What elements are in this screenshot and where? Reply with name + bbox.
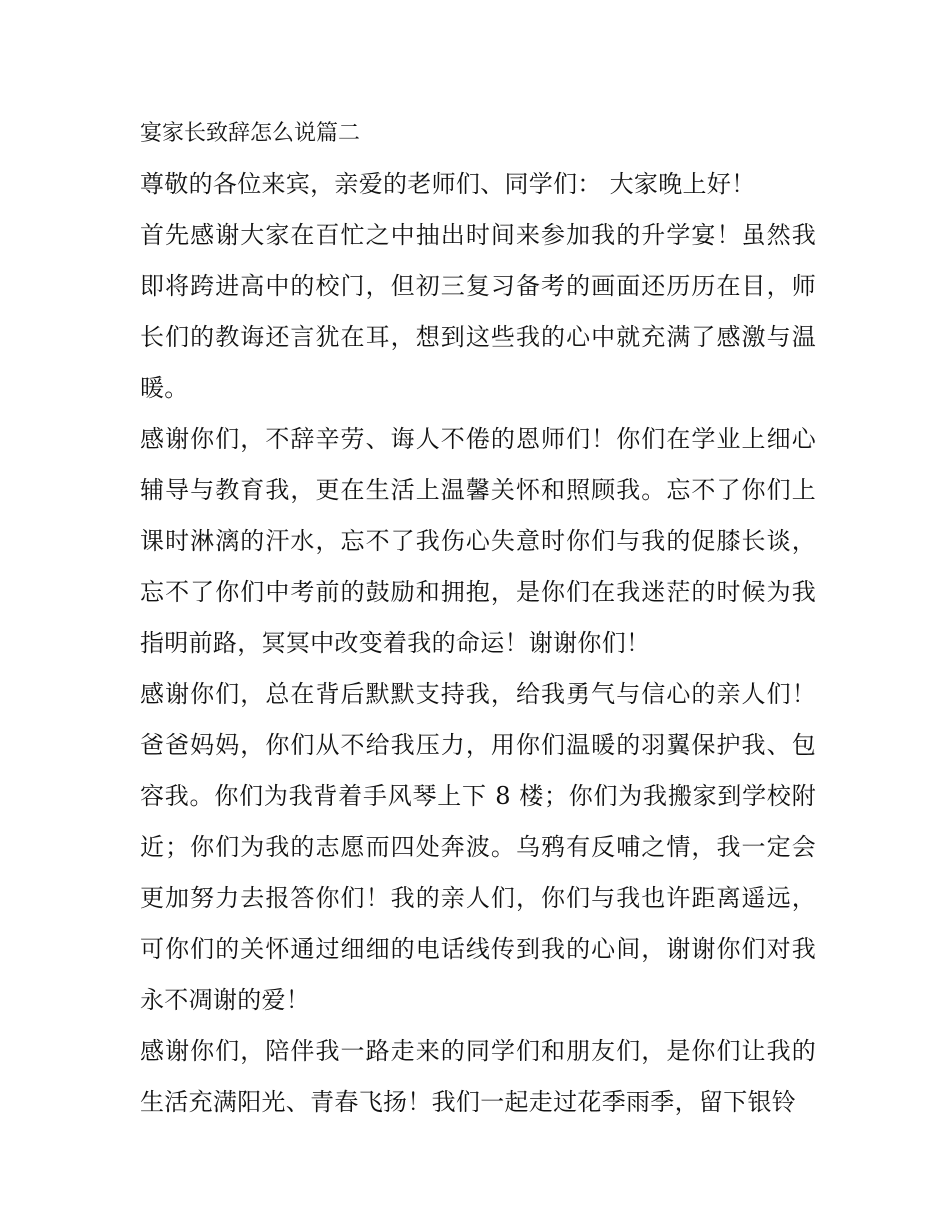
paragraph-thanks-family: 感谢你们，总在背后默默支持我，给我勇气与信心的亲人们！爸爸妈妈，你们从不给我压力，用你们温暖的羽翼保护我、包容我。你们为我背着手风琴上下 8 楼；你们为我搬家到学校附近；你们为我的志愿而四处奔波。乌鸦有反哺之情，我一定会更加努力去报答你们！我的亲人们，你们与我也许距离遥远，可你们的关怀通过细细的电话线传到我的心间，谢谢你们对我永不凋谢的爱！ xyxy=(140,680,816,1014)
paragraph-thanks-teachers: 感谢你们，不辞辛劳、诲人不倦的恩师们！你们在学业上细心辅导与教育我，更在生活上温馨关怀和照顾我。忘不了你们上课时淋漓的汗水，忘不了我伤心失意时你们与我的促膝长谈，忘不了你们中考前的鼓励和拥抱，是你们在我迷茫的时候为我指明前路，冥冥中改变着我的命运！谢谢你们！ xyxy=(140,425,816,657)
paragraph-thanks-guests: 首先感谢大家在百忙之中抽出时间来参加我的升学宴！虽然我即将跨进高中的校门，但初三复习备考的画面还历历在目，师长们的教诲还言犹在耳，想到这些我的心中就充满了感激与温暖。 xyxy=(140,221,816,402)
paragraph-thanks-friends: 感谢你们，陪伴我一路走来的同学们和朋友们，是你们让我的生活充满阳光、青春飞扬！我们一起走过花季雨季，留下银铃 xyxy=(140,1037,816,1116)
paragraph-greeting: 尊敬的各位来宾，亲爱的老师们、同学们： 大家晚上好！ xyxy=(140,170,756,198)
document-body xyxy=(140,108,816,1128)
document-title: 宴家长致辞怎么说篇二 xyxy=(140,121,361,146)
